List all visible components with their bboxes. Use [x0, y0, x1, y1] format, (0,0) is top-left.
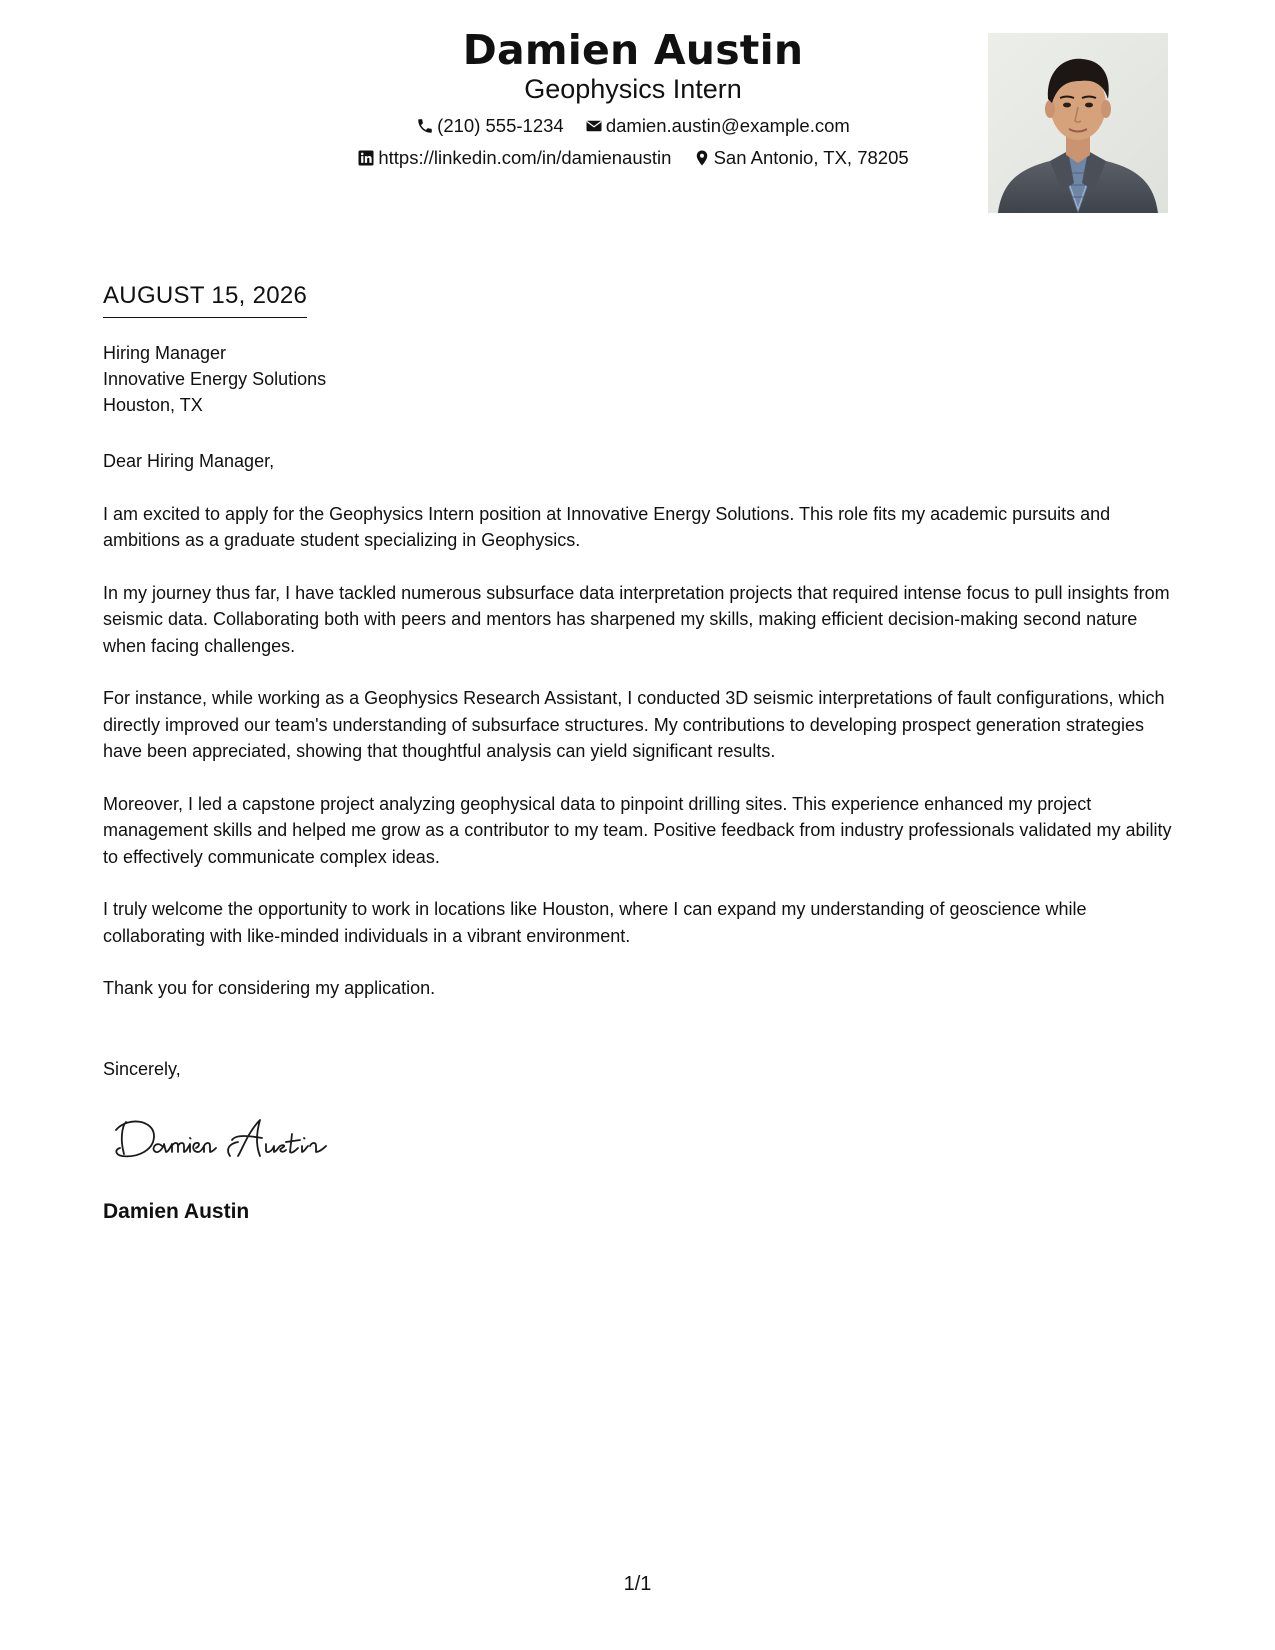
letter-body [103, 448, 1178, 1028]
phone-text: (210) 555-1234 [437, 115, 564, 137]
email-text: damien.austin@example.com [605, 115, 850, 137]
applicant-title: Geophysics Intern [524, 74, 742, 104]
recipient-company: Innovative Energy Solutions [103, 369, 327, 389]
signer-name: Damien Austin [103, 1200, 250, 1223]
body-paragraph: In my journey thus far, I have tackled numerous subsurface data interpretation projects that required intense focus to pull insights from seismic data. Collaborating both with peers and mentors has sharpened my skills, making efficient decision-making second nature when facing challenges. [103, 582, 1170, 656]
envelope-icon [585, 117, 603, 135]
recipient-block [103, 340, 326, 418]
recipient-location: Houston, TX [103, 395, 203, 415]
body-paragraph: I am excited to apply for the Geophysics Intern position at Innovative Energy Solutions. This role fits my academic pursuits and ambitions as a graduate student specializing in Geophysics. [103, 503, 1111, 550]
body-paragraph: Moreover, I led a capstone project analyzing geophysical data to pinpoint drilling sites. This experience enhanced my project management skills and helped me grow as a contributor to my team. Positive feedback from industry professionals validated my ability to effectively communicate complex ideas. [103, 793, 1172, 867]
map-pin-icon [693, 149, 711, 167]
body-paragraph: Thank you for considering my application. [103, 978, 436, 998]
location-text: San Antonio, TX, 78205 [713, 147, 909, 169]
handwritten-signature [110, 1110, 370, 1170]
closing: Sincerely, [103, 1059, 181, 1079]
linkedin-text: https://linkedin.com/in/damienaustin [378, 147, 672, 169]
salutation: Dear Hiring Manager, [103, 451, 275, 471]
phone-icon [416, 117, 434, 135]
contact-location [693, 146, 909, 170]
applicant-name: Damien Austin [462, 26, 804, 74]
contact-linkedin[interactable] [357, 146, 671, 170]
page-number: 1/1 [623, 1573, 652, 1595]
profile-photo [988, 33, 1168, 213]
contact-email[interactable] [585, 114, 850, 138]
body-paragraph: For instance, while working as a Geophysics Research Assistant, I conducted 3D seismic interpretations of fault configurations, which directly improved our team's understanding of subsurface structures. My contributions to developing prospect generation strategies have been appreciated, showing that thoughtful analysis can yield significant results. [103, 688, 1165, 761]
recipient-title: Hiring Manager [103, 343, 227, 363]
body-paragraph: I truly welcome the opportunity to work in locations like Houston, where I can expand my understanding of geoscience while collaborating with like-minded individuals in a vibrant environment. [103, 899, 1087, 946]
contact-phone[interactable] [416, 114, 564, 138]
letter-date: AUGUST 15, 2026 [103, 281, 307, 318]
linkedin-icon [357, 149, 375, 167]
